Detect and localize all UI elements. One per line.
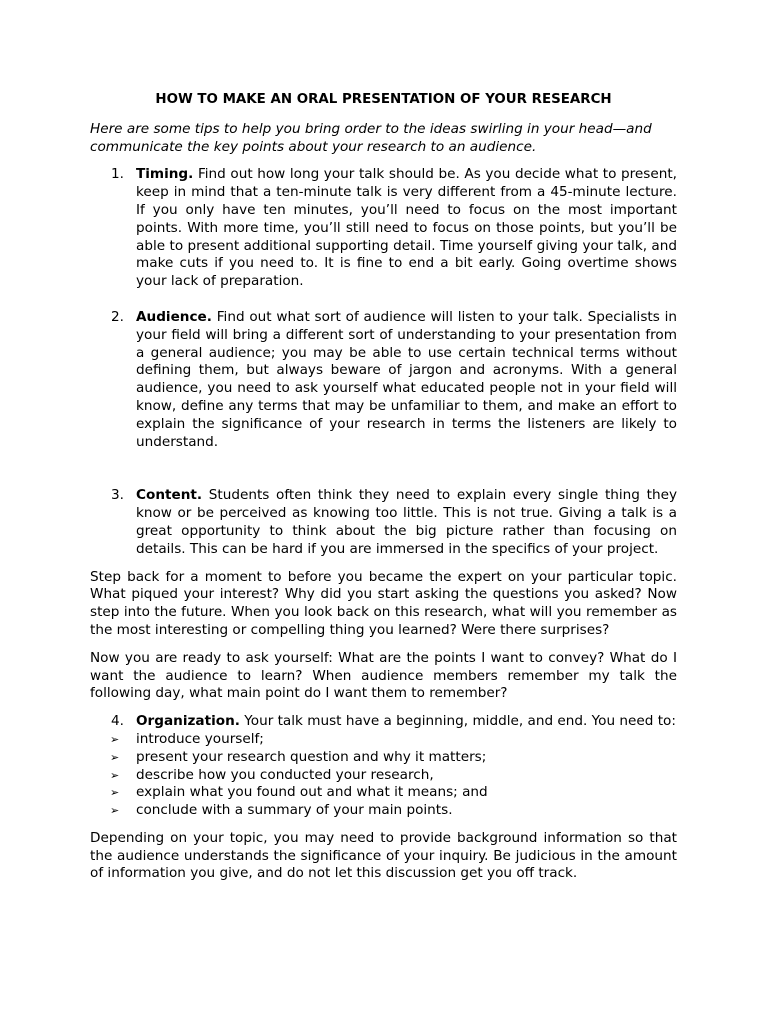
list-number: 3.: [111, 487, 124, 504]
step-back-paragraph: Step back for a moment to before you became the expert on your particular topic. What piqued your interest? Why did you start asking the questions you asked? Now step into the future. When you look back on this research, what will you remember as the most interesting or compelling thing you learned? Were there surprises?: [90, 568, 677, 638]
bullet-text: conclude with a summary of your main points.: [136, 802, 453, 819]
list-item-heading: Audience.: [136, 308, 212, 325]
depending-paragraph: Depending on your topic, you may need to provide background information so that the audience understands the significance of your inquiry. Be judicious in the amount of information you give, and do not let this discussion get you off track.: [90, 829, 677, 882]
list-item-text: Find out what sort of audience will listen to your talk. Specialists in your field will bring a different sort of understanding to your presentation from a general audience; you may be able to use certain technical terms without defining them, but always beware of jargon and acronyms. With a general audience, you need to ask yourself what educated people not in your field will know, define any terms that may be unfamiliar to them, and make an effort to explain the significance of your research in terms the listeners are likely to understand.: [136, 308, 677, 450]
list-item-heading: Organization.: [136, 713, 240, 730]
arrow-bullet-icon: ➢: [110, 768, 120, 782]
list-number: 2.: [111, 308, 124, 325]
bullet-item: [90, 802, 677, 820]
bullet-item: [90, 731, 677, 749]
bullet-text: explain what you found out and what it means; and: [136, 784, 488, 801]
arrow-bullet-icon: ➢: [110, 786, 120, 800]
arrow-bullet-icon: ➢: [110, 732, 120, 746]
arrow-bullet-icon: ➢: [110, 750, 120, 764]
document-title: HOW TO MAKE AN ORAL PRESENTATION OF YOUR RESEARCH: [155, 92, 612, 107]
bullet-item: [90, 749, 677, 767]
arrow-bullet-icon: ➢: [110, 804, 120, 818]
bullet-item: [90, 784, 677, 802]
list-item-heading: Content.: [136, 487, 203, 504]
list-number: 1.: [111, 166, 124, 183]
list-item-organization: [90, 713, 677, 731]
bullet-text: introduce yourself;: [136, 730, 264, 747]
bullet-text: present your research question and why it matters;: [136, 748, 487, 765]
list-item-text: Your talk must have a beginning, middle, and end. You need to:: [244, 713, 676, 730]
list-item-audience: [90, 309, 677, 451]
list-item-text: Find out how long your talk should be. As you decide what to present, keep in mind that a ten-minute talk is very different from a 45-minute lecture. If you only have ten minutes, you’ll need to focus on the most important points. With more time, you’ll still need to focus on those points, but you’ll be able to present additional supporting detail. Time yourself giving your talk, and make cuts if you need to. It is fine to end a bit early. Going overtime shows your lack of preparation.: [136, 166, 677, 290]
organization-bullet-list: [90, 731, 677, 820]
bullet-item: [90, 767, 677, 785]
ready-paragraph: Now you are ready to ask yourself: What are the points I want to convey? What do I want the audience to learn? When audience members remember my talk the following day, what main point do I want them to remember?: [90, 649, 677, 702]
list-item-heading: Timing.: [136, 166, 194, 183]
list-item-timing: [90, 166, 677, 291]
list-number: 4.: [111, 713, 124, 730]
document-page: [90, 91, 677, 883]
list-item-content: [90, 487, 677, 558]
list-item-text: Students often think they need to explain every single thing they know or be perceived as knowing too little. This is not true. Giving a talk is a great opportunity to think about the big picture rather than focusing on details. This can be hard if you are immersed in the specifics of your project.: [136, 487, 677, 557]
intro-paragraph: Here are some tips to help you bring order to the ideas swirling in your head—and communicate the key points about your research to an audience.: [90, 120, 652, 155]
bullet-text: describe how you conducted your research,: [136, 766, 434, 783]
